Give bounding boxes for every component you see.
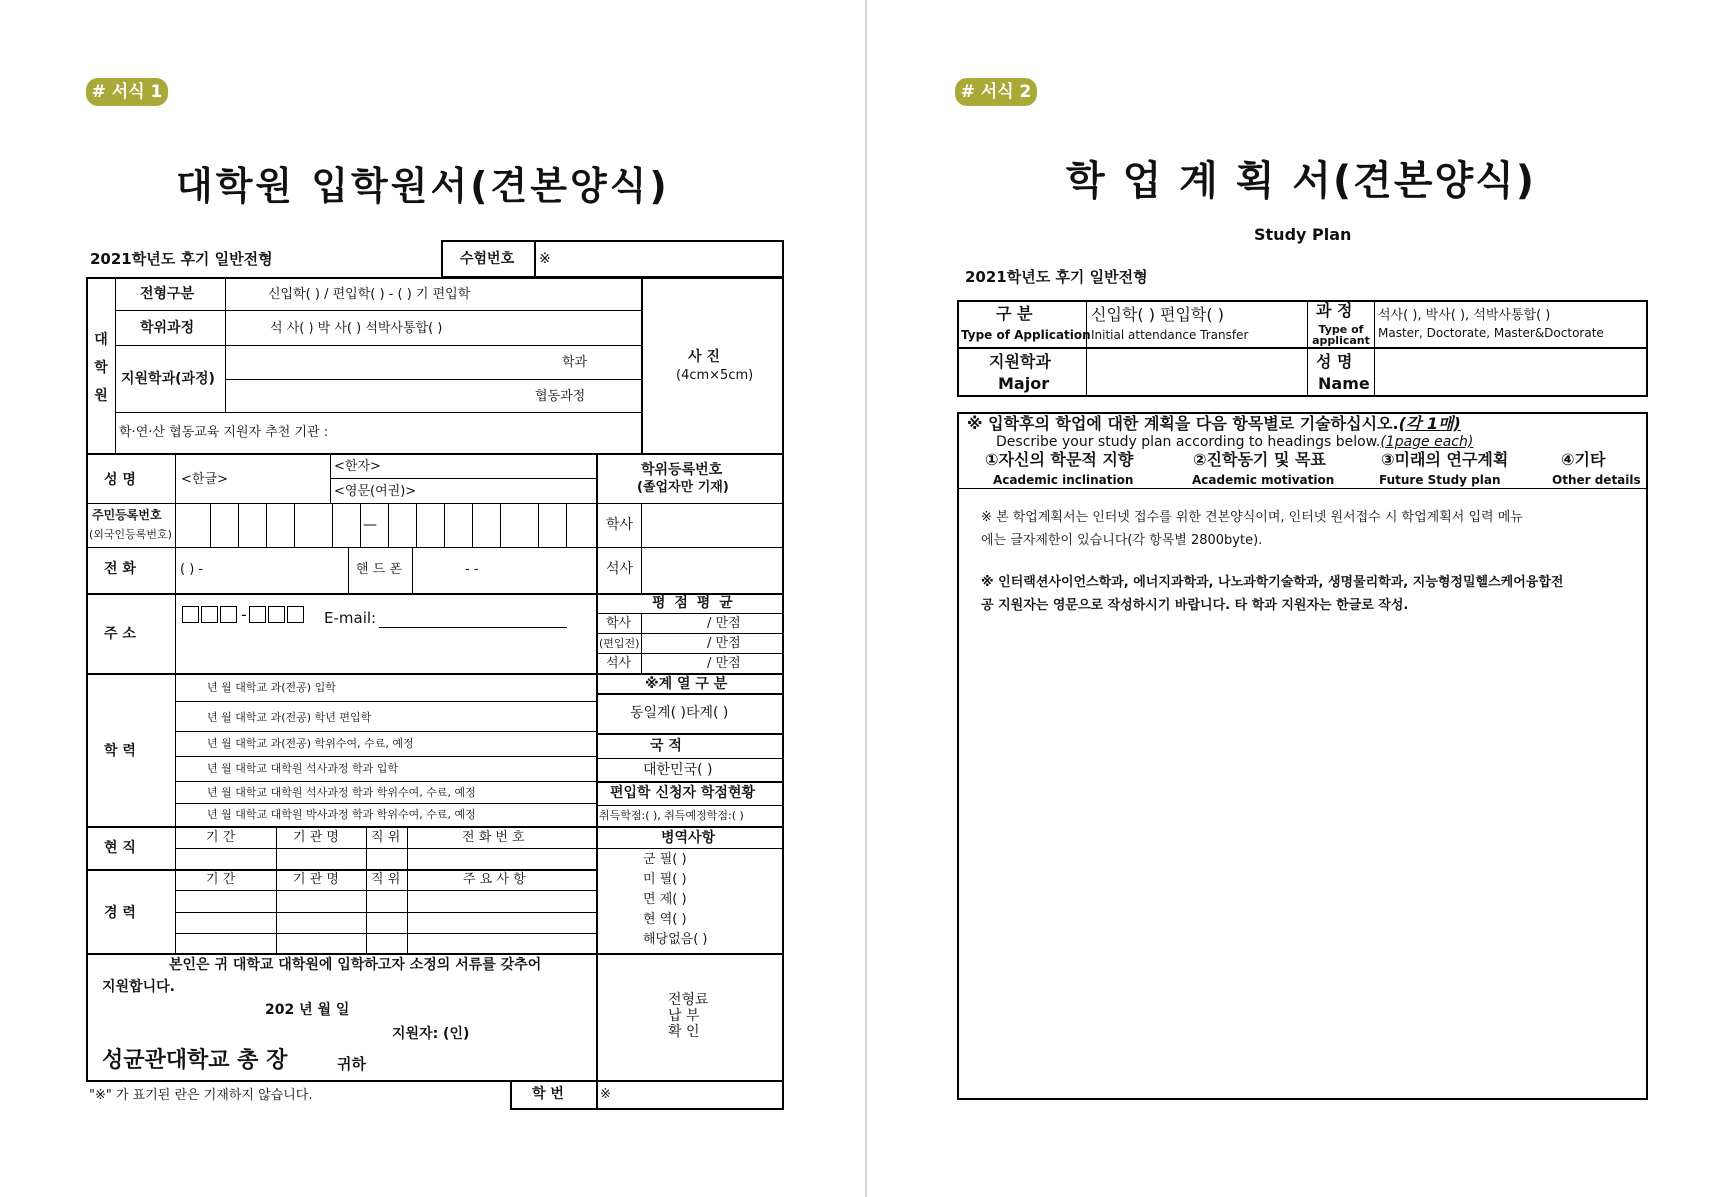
heading-2-en: Academic motivation	[1192, 473, 1335, 487]
note2-line1: ※ 인터랙션사이언스학과, 에너지과학과, 나노과학기술학과, 생명물리학과, 지능형정밀헬스케어융합전	[981, 575, 1564, 590]
resident-sub: (외국인등록번호)	[89, 528, 172, 541]
degree-reg-label: 학위등록번호	[641, 462, 723, 478]
career-label: 경 력	[104, 905, 136, 921]
note1-line1: ※ 본 학업계획서는 인터넷 접수를 위한 견본양식이며, 인터넷 원서접수 시 학업계획서 입력 메뉴	[981, 510, 1523, 525]
job-header-org: 기 관 명	[293, 830, 339, 845]
current-job-label: 현 직	[104, 840, 136, 856]
heading-3-ko: ③미래의 연구계획	[1381, 450, 1509, 469]
gpa-bachelor-label: 학사	[606, 616, 632, 631]
heading-2-ko: ②진학동기 및 목표	[1193, 450, 1326, 469]
course-value-ko[interactable]: 석사( ), 박사( ), 석박사통합( )	[1378, 308, 1551, 323]
pledge-honorific: 귀하	[337, 1055, 366, 1073]
page-divider	[865, 0, 867, 1197]
course-label-en: Type of applicant	[1312, 323, 1370, 347]
pledge-line2: 지원합니다.	[102, 979, 175, 995]
recommend-label: 학·연·산 협동교육 지원자 추천 기관 :	[119, 425, 329, 440]
gpa-transfer-value[interactable]: / 만점	[707, 636, 741, 651]
nationality-value[interactable]: 대한민국( )	[643, 762, 713, 778]
heading-1-en: Academic inclination	[993, 473, 1134, 487]
military-exempt[interactable]: 면 제( )	[643, 892, 687, 907]
education-row-1[interactable]: 년 월 대학교 과(전공) 입학	[207, 681, 336, 694]
career-header-position: 직 위	[371, 872, 401, 887]
instruction-note: (각 1매)	[1398, 414, 1461, 433]
mobile-label: 핸 드 폰	[356, 562, 402, 577]
career-header-org: 기 관 명	[293, 872, 339, 887]
career-header-period: 기 간	[206, 872, 236, 887]
note2-line2: 공 지원자는 영문으로 작성하시기 바랍니다. 타 학과 지원자는 한글로 작성.	[981, 598, 1409, 613]
transfer-label: 편입학 신청자 학점현황	[610, 785, 755, 801]
type-value-ko[interactable]: 신입학( ) 편입학( )	[1091, 305, 1224, 324]
pledge-applicant[interactable]: 지원자: (인)	[392, 1026, 470, 1042]
pledge-date[interactable]: 202 년 월 일	[265, 1002, 350, 1018]
name-label-ko: 성 명	[1316, 352, 1353, 371]
course-label-ko: 과 정	[1316, 301, 1353, 320]
military-na[interactable]: 해당없음( )	[643, 932, 708, 947]
field-value[interactable]: 동일계( )타계( )	[630, 705, 729, 721]
fee-line1: 전형료	[668, 992, 709, 1008]
address-label: 주 소	[104, 626, 136, 642]
master-label: 석사	[606, 561, 634, 577]
postal-code-boxes[interactable]: -	[182, 604, 306, 624]
type-label-en: Type of Application	[961, 328, 1091, 342]
type-value[interactable]: 신입학( ) / 편입학( ) - ( ) 기 편입학	[268, 287, 471, 302]
heading-1-ko: ①자신의 학문적 지향	[985, 450, 1134, 469]
exam-no-mark: ※	[539, 251, 551, 267]
job-header-position: 직 위	[371, 830, 401, 845]
pledge-recipient: 성균관대학교 총 장	[102, 1048, 288, 1073]
education-row-6[interactable]: 년 월 대학교 대학원 박사과정 학과 학위수여, 수료, 예정	[207, 808, 476, 821]
degree-value[interactable]: 석 사( ) 박 사( ) 석박사통합( )	[270, 321, 443, 336]
degree-label: 학위과정	[140, 320, 195, 336]
form1-badge: # 서식 1	[86, 78, 168, 106]
gpa-transfer-label: (편입전)	[599, 637, 640, 650]
dept-line2[interactable]: 협동과정	[535, 389, 586, 404]
military-discharged[interactable]: 군 필( )	[643, 852, 687, 867]
instruction-en-note: (1page each)	[1380, 434, 1474, 450]
gpa-master-label: 석사	[606, 656, 632, 671]
name-input[interactable]	[1376, 349, 1646, 395]
form2-title: 학 업 계 획 서(견본양식)	[1066, 158, 1537, 204]
type-label-ko: 구 분	[996, 304, 1033, 323]
fee-line3: 확 인	[668, 1024, 700, 1040]
dept-line1[interactable]: 학과	[562, 355, 588, 370]
email-label: E-mail:	[324, 609, 377, 627]
name-english[interactable]: <영문(여권)>	[334, 484, 417, 499]
resident-label: 주민등록번호	[92, 508, 162, 522]
military-not-served[interactable]: 미 필( )	[643, 872, 687, 887]
course-value-en: Master, Doctorate, Master&Doctorate	[1378, 326, 1604, 340]
exam-no-label: 수험번호	[460, 251, 515, 267]
form1-footnote: "※" 가 표기된 란은 기재하지 않습니다.	[89, 1088, 313, 1103]
type-label: 전형구분	[140, 286, 195, 302]
name-label: 성 명	[104, 472, 136, 488]
instruction-en: Describe your study plan according to headings below.(1page each)	[996, 434, 1474, 450]
degree-reg-note: (졸업자만 기재)	[637, 480, 729, 495]
dept-label: 지원학과(과정)	[121, 371, 215, 387]
form1-title: 대학원 입학원서(견본양식)	[176, 164, 670, 208]
form2-badge: # 서식 2	[955, 78, 1037, 106]
name-korean[interactable]: <한글>	[181, 472, 228, 487]
bachelor-label: 학사	[606, 517, 634, 533]
student-no-mark: ※	[600, 1087, 611, 1102]
student-no-label: 학 번	[532, 1086, 564, 1102]
name-hanja[interactable]: <한자>	[334, 459, 381, 474]
gpa-master-value[interactable]: / 만점	[707, 656, 741, 671]
nationality-label: 국 적	[650, 738, 682, 754]
form1-semester: 2021학년도 후기 일반전형	[90, 250, 273, 268]
gpa-bachelor-value[interactable]: / 만점	[707, 616, 741, 631]
heading-4-ko: ④기타	[1561, 450, 1606, 469]
study-plan-writing-area[interactable]	[959, 625, 1646, 1098]
job-header-phone: 전 화 번 호	[462, 830, 525, 845]
name-label-en: Name	[1318, 374, 1370, 393]
major-input[interactable]	[1088, 349, 1306, 395]
field-label: ※계 열 구 분	[645, 676, 728, 692]
career-header-duties: 주 요 사 항	[463, 872, 526, 887]
education-row-2[interactable]: 년 월 대학교 과(전공) 학년 편입학	[207, 711, 372, 724]
fee-line2: 납 부	[668, 1008, 700, 1024]
form2-semester: 2021학년도 후기 일반전형	[965, 268, 1148, 286]
gpa-label: 평 점 평 균	[652, 595, 735, 611]
pledge-line1: 본인은 귀 대학교 대학원에 입학하고자 소정의 서류를 갖추어	[169, 957, 542, 973]
major-label-ko: 지원학과	[989, 352, 1051, 371]
resident-dash: —	[363, 517, 377, 533]
grad-school-vertical-label: 대학원	[94, 332, 108, 404]
education-row-4[interactable]: 년 월 대학교 대학원 석사과정 학과 입학	[207, 762, 398, 775]
education-row-5[interactable]: 년 월 대학교 대학원 석사과정 학과 학위수여, 수료, 예정	[207, 786, 476, 799]
instruction-ko: ※ 입학후의 학업에 대한 계획을 다음 항목별로 기술하십시오.(각 1매)	[967, 414, 1461, 433]
transfer-value[interactable]: 취득학점:( ), 취득예정학점:( )	[599, 809, 744, 822]
email-line[interactable]	[379, 627, 567, 628]
mobile-value[interactable]: - -	[465, 562, 479, 577]
major-label-en: Major	[998, 374, 1050, 393]
type-value-en: Initial attendance Transfer	[1091, 328, 1249, 342]
military-label: 병역사항	[661, 830, 716, 846]
education-label: 학 력	[104, 743, 136, 759]
photo-label: 사 진	[688, 349, 720, 365]
phone-value[interactable]: ( ) -	[180, 562, 204, 577]
form2-subtitle: Study Plan	[1254, 225, 1352, 244]
note1-line2: 에는 글자제한이 있습니다(각 항목별 2800byte).	[981, 533, 1263, 548]
phone-label: 전 화	[104, 561, 136, 577]
military-active[interactable]: 현 역( )	[643, 912, 687, 927]
heading-3-en: Future Study plan	[1379, 473, 1501, 487]
education-row-3[interactable]: 년 월 대학교 과(전공) 학위수여, 수료, 예정	[207, 737, 414, 750]
heading-4-en: Other details	[1552, 473, 1641, 487]
job-header-period: 기 간	[206, 830, 236, 845]
photo-size: (4cm×5cm)	[676, 368, 754, 383]
